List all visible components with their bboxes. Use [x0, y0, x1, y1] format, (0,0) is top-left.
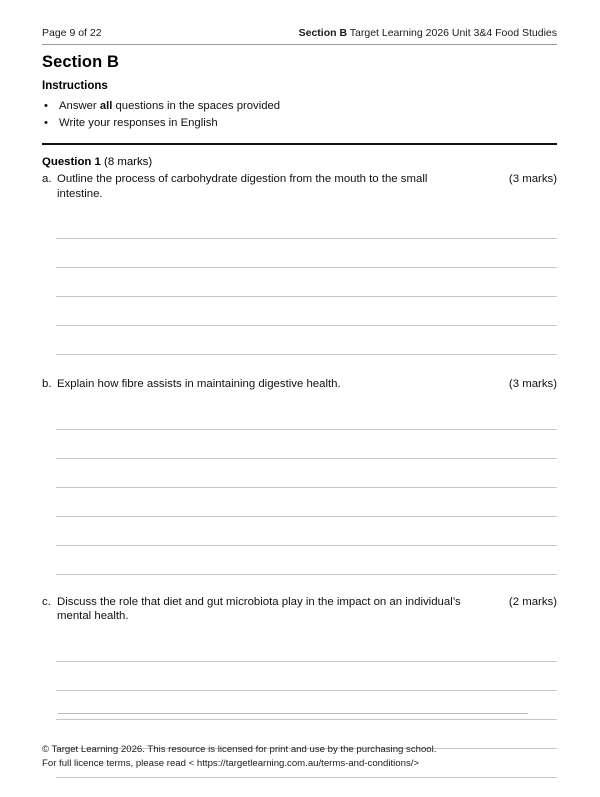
instructions-heading: Instructions [42, 80, 108, 92]
part-c-text: Discuss the role that diet and gut microbiota play in the impact on an individual’s mental health. [57, 595, 461, 622]
bullet-icon: • [44, 117, 48, 129]
header-subject-label: Target Learning 2026 Unit 3&4 Food Studies [347, 27, 557, 39]
answer-line[interactable] [56, 488, 557, 517]
instruction-text-pre: Write your responses in English [59, 117, 218, 129]
part-c-letter: c. [42, 595, 51, 608]
part-b-marks: (3 marks) [508, 378, 557, 390]
question-marks: (8 marks) [100, 156, 153, 168]
page-footer [42, 743, 542, 770]
part-a-header [42, 172, 557, 201]
footer-divider [58, 713, 528, 714]
answer-line[interactable] [56, 401, 557, 430]
part-a-answer-area[interactable] [42, 210, 557, 355]
instruction-text-post: questions in the spaces provided [112, 100, 281, 112]
answer-line[interactable] [56, 268, 557, 297]
answer-line[interactable] [56, 326, 557, 355]
spacer [42, 355, 557, 377]
header-section-label: Section B [298, 27, 348, 39]
instruction-text-bold: all [99, 100, 113, 112]
question-part-a [42, 172, 557, 355]
copyright-line: © Target Learning 2026. This resource is licensed for print and use by the purchasing school. [42, 744, 437, 755]
spacer [42, 575, 557, 595]
question-part-b [42, 377, 557, 575]
instruction-text-pre: Answer [59, 100, 100, 112]
part-a-marks: (3 marks) [508, 173, 557, 185]
part-a-prompt [42, 172, 472, 201]
page-title: Section B [42, 53, 119, 71]
answer-line[interactable] [56, 430, 557, 459]
question-parts [42, 172, 557, 778]
question-number: Question 1 [42, 156, 101, 168]
list-item [42, 115, 512, 132]
licence-terms-line: For full licence terms, please read < https://targetlearning.com.au/terms-and-conditions/> [42, 757, 420, 769]
page-header [42, 26, 557, 45]
part-c-marks: (2 marks) [508, 595, 557, 608]
question-heading [42, 155, 152, 170]
page-number-label: Page 9 of 22 [42, 27, 102, 39]
part-b-text: Explain how fibre assists in maintaining digestive health. [57, 378, 341, 390]
answer-line[interactable] [56, 517, 557, 546]
part-c-prompt [42, 595, 472, 624]
answer-line[interactable] [56, 633, 557, 662]
bullet-icon: • [44, 100, 48, 112]
part-c-header [42, 595, 557, 624]
part-a-text: Outline the process of carbohydrate digestion from the mouth to the small intestine. [57, 173, 428, 200]
answer-line[interactable] [56, 297, 557, 326]
list-item [42, 98, 512, 115]
instructions-block [42, 79, 512, 132]
header-document-title [299, 26, 557, 40]
part-a-letter: a. [42, 173, 52, 185]
answer-line[interactable] [56, 662, 557, 691]
answer-line[interactable] [56, 210, 557, 239]
part-b-header [42, 377, 557, 392]
answer-line[interactable] [56, 546, 557, 575]
answer-line[interactable] [56, 691, 557, 720]
part-b-letter: b. [42, 378, 52, 390]
answer-line[interactable] [56, 459, 557, 488]
answer-line[interactable] [56, 239, 557, 268]
part-b-prompt [42, 377, 341, 392]
part-b-answer-area[interactable] [42, 401, 557, 575]
section-divider [42, 143, 557, 145]
instructions-list [42, 98, 512, 132]
